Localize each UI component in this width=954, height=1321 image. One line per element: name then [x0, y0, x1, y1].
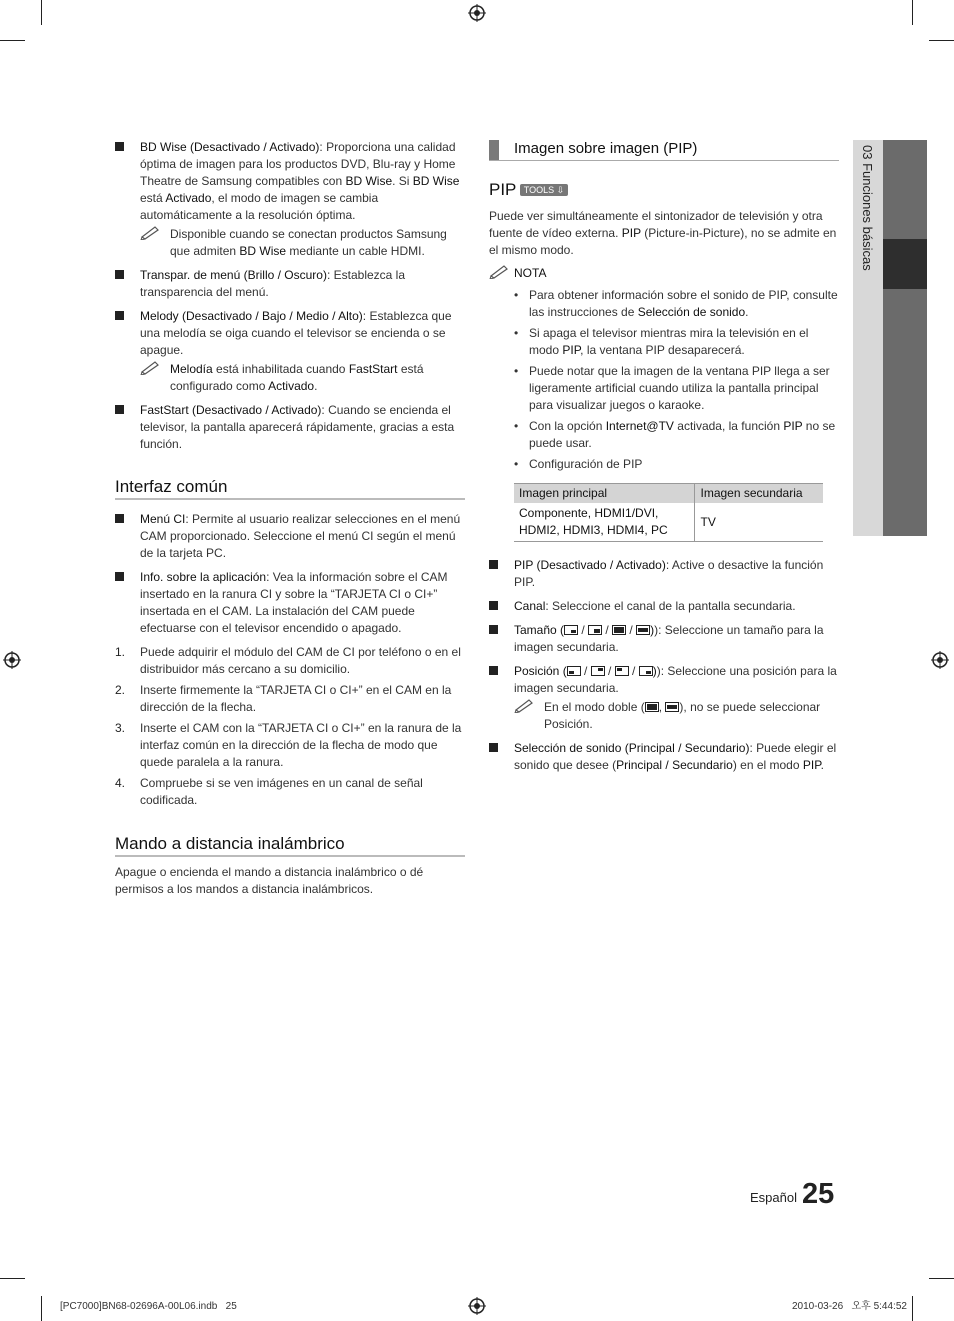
table-row [514, 503, 823, 542]
note-bullet [514, 287, 839, 321]
pencil-note-icon [489, 263, 511, 279]
bullet-text: , la ventana PIP desaparecerá. [580, 343, 745, 357]
item-text: ): Seleccione una posición para la imagen secundaria. [514, 664, 837, 695]
item-term: Menú CI [140, 512, 186, 526]
item-term: BD Wise (Desactivado / Activado) [140, 140, 320, 154]
note-text: Disponible cuando se conectan productos Samsung que admiten [170, 227, 447, 258]
item-text: ): Seleccione un tamaño para la imagen secundaria. [514, 623, 824, 654]
bullet-term: Selección de sonido [637, 305, 746, 319]
size-split-icon [612, 625, 626, 635]
pip-heading [489, 181, 839, 200]
item-term: Transpar. de menú (Brillo / Oscuro) [140, 268, 327, 282]
item-text: : Vea la información sobre el CAM insertado en la ranura CI y sobre la “TARJETA CI o CI+” insertada en el CAM. La instalación del CAM puede efectuarse con el televisor encendido o apagado. [140, 570, 448, 635]
list-item: Posición ( / / / )): Seleccione una posición para la imagen secundaria. En el modo doble ( , ), no se puede seleccionar Posición. [489, 663, 839, 733]
note-term: BD Wise [239, 244, 287, 258]
table-cell: TV [695, 503, 823, 542]
size-small-icon [564, 625, 578, 635]
step-text: Compruebe si se ven imágenes en un canal de señal codificada. [140, 776, 423, 807]
print-file-info: [PC7000]BN68-02696A-00L06.indb 25 [60, 1301, 237, 1312]
step-text: Inserte firmemente la “TARJETA CI o CI+” en el CAM en la dirección de la flecha. [140, 683, 452, 714]
pencil-note-icon [514, 697, 536, 713]
item-text: ) en el modo [732, 758, 803, 772]
item-term: Info. sobre la aplicación [140, 570, 267, 584]
page-language: Español [750, 1190, 797, 1205]
item-text: : Establezca que una melodía se oiga cuando el televisor se encienda o se apague. [140, 309, 452, 357]
list-item [115, 139, 465, 260]
bullet-text: Para obtener información sobre el sonido de PIP, consulte las instrucciones de [529, 288, 838, 319]
item-term: BD Wise [412, 174, 460, 188]
note [140, 361, 465, 395]
position-top-left-icon [615, 666, 629, 676]
bullet-square-icon [115, 572, 124, 581]
intro-text: Puede ver simultáneamente el sintonizador de televisión y otra fuente de vídeo externa. [489, 209, 823, 240]
step-item [115, 720, 465, 771]
note: En el modo doble ( , ), no se puede seleccionar Posición. [514, 699, 839, 733]
page-number: 25 [802, 1178, 835, 1210]
right-column [489, 139, 839, 781]
note-text: . [314, 379, 318, 393]
step-item [115, 775, 465, 809]
item-text: está [140, 191, 166, 205]
note-text: está inhabilitada cuando [212, 362, 349, 376]
bullet-square-icon [489, 666, 498, 675]
list-item [489, 557, 839, 591]
note-label: NOTA [514, 266, 547, 280]
pip-title: PIP [489, 180, 517, 199]
section-bar [489, 140, 499, 160]
note-text: En el modo doble ( [544, 700, 645, 714]
paragraph: Apague o encienda el mando a distancia inalámbrico o dé permisos a los mandos a distancia inalámbricos. [115, 865, 424, 896]
registration-mark-icon [468, 4, 486, 22]
position-bottom-right-icon [639, 666, 653, 676]
item-text: : Seleccione el canal de la pantalla secundaria. [545, 599, 796, 613]
bullet-square-icon [489, 743, 498, 752]
tools-label: TOOLS [523, 185, 555, 195]
cell-text: HDMI2, HDMI3, HDMI4, PC [519, 523, 668, 537]
note [140, 226, 465, 260]
item-term: PIP [802, 758, 821, 772]
item-text: : Proporciona una calidad óptima de imagen para los productos DVD, Blu-ray y Home Theatre de Samsung compatibles con [140, 140, 456, 188]
tools-icon: ⇩ [556, 185, 565, 195]
print-date-info: 2010-03-26 오후 5:44:52 [792, 1301, 907, 1312]
section-title: Imagen sobre imagen (PIP) [514, 140, 698, 157]
side-tab-marker [883, 239, 927, 289]
bullet-text: Con la opción [529, 419, 606, 433]
bullet-text: activada, la función [673, 419, 784, 433]
step-number: 4. [115, 776, 126, 790]
position-bottom-left-icon [567, 666, 581, 676]
step-text: Inserte el CAM con la “TARJETA CI o CI+” en la ranura de la interfaz común en la dirección de la flecha de modo que quede paralela a la ranura. [140, 721, 462, 769]
size-split-wide-icon [665, 702, 679, 712]
note-bullets [489, 287, 839, 542]
note-term: Melodía [170, 362, 213, 376]
list-item [115, 569, 465, 637]
registration-mark-icon [931, 651, 949, 669]
item-text: : Establezca la transparencia del menú. [140, 268, 406, 299]
table-cell [514, 503, 695, 542]
note-bullet [514, 418, 839, 452]
note-header [489, 265, 839, 282]
item-term: Selección de sonido (Principal / Secundario) [514, 741, 750, 755]
table-header: Imagen secundaria [695, 484, 823, 504]
bullet-square-icon [115, 311, 124, 320]
item-text: : Active o desactive la función PIP. [514, 558, 824, 589]
item-term: Posición ( [514, 664, 567, 678]
table-header: Imagen principal [514, 484, 695, 504]
left-column [115, 139, 465, 898]
bullet-text: Puede notar que la imagen de la ventana PIP llega a ser ligeramente artificial cuando utiliza la pantalla principal para visualizar juegos o karaoke. [529, 364, 830, 412]
list-item [115, 402, 465, 453]
pencil-note-icon [140, 359, 162, 375]
section-heading: Mando a distancia inalámbrico [115, 835, 465, 857]
step-item [115, 644, 465, 678]
size-large-icon [588, 625, 602, 635]
item-text: : Cuando se encienda el televisor, la pantalla aparecerá rápidamente, gracias a esta función. [140, 403, 455, 451]
pip-config-table [514, 483, 823, 542]
cell-text: Componente, HDMI1/DVI, [519, 506, 659, 520]
list-item: Tamaño ( / / / )): Seleccione un tamaño para la imagen secundaria. [489, 622, 839, 656]
note-text: mediante un cable HDMI. [286, 244, 425, 258]
bullet-square-icon [115, 270, 124, 279]
section-header [489, 139, 839, 161]
registration-mark-icon [468, 1297, 486, 1315]
bullet-term: PIP [562, 343, 581, 357]
item-text: : Permite al usuario realizar selecciones en el menú CAM proporcionado. Seleccione el menú CI según el menú de la tarjeta PC. [140, 512, 461, 560]
step-number: 2. [115, 683, 126, 697]
section-heading: Interfaz común [115, 478, 465, 500]
list-item [115, 308, 465, 395]
side-tab-label: 03 Funciones básicas [860, 145, 875, 271]
list-item [115, 511, 465, 562]
list-item [489, 740, 839, 774]
step-number: 1. [115, 645, 126, 659]
item-term: PIP (Desactivado / Activado) [514, 558, 666, 572]
note-bullet [514, 456, 839, 473]
item-term: FastStart (Desactivado / Activado) [140, 403, 322, 417]
item-text: , el modo de imagen se cambia automáticamente a la resolución óptima. [140, 191, 379, 222]
note-bullet [514, 363, 839, 414]
bullet-square-icon [489, 601, 498, 610]
tools-badge [520, 184, 568, 196]
bullet-term: Internet@TV [605, 419, 674, 433]
side-tab-dark [883, 140, 927, 536]
size-split-icon [645, 702, 659, 712]
note-bullet [514, 325, 839, 359]
size-split-wide-icon [636, 625, 650, 635]
note-text: ), no se puede seleccionar Posición. [544, 700, 821, 731]
bullet-term: PIP [783, 419, 803, 433]
item-term: Tamaño ( [514, 623, 565, 637]
item-text: : Puede elegir el sonido que desee ( [514, 741, 837, 772]
bullet-square-icon [489, 625, 498, 634]
bullet-square-icon [115, 405, 124, 414]
pencil-note-icon [140, 224, 162, 240]
item-text: . [820, 758, 824, 772]
paragraph [489, 208, 839, 259]
list-item [489, 598, 839, 615]
item-term: Activado [165, 191, 212, 205]
bullet-square-icon [489, 560, 498, 569]
step-text: Puede adquirir el módulo del CAM de CI por teléfono o en el distribuidor más cercano a su domicilio. [140, 645, 461, 676]
item-text: . Si [392, 174, 413, 188]
position-top-right-icon [591, 666, 605, 676]
item-term: Melody (Desactivado / Bajo / Medio / Alto) [140, 309, 363, 323]
bullet-text: no se puede usar. [529, 419, 836, 450]
note-text: está configurado como [170, 362, 424, 393]
table-header-row [514, 484, 823, 504]
intro-term: PIP [621, 226, 641, 240]
item-term: Canal [514, 599, 546, 613]
bullet-square-icon [115, 514, 124, 523]
registration-mark-icon [3, 651, 21, 669]
item-term: Principal / Secundario [616, 758, 733, 772]
step-number: 3. [115, 721, 126, 735]
intro-text: (Picture-in-Picture), no se admite en el mismo modo. [489, 226, 837, 257]
list-item [115, 267, 465, 301]
note-term: FastStart [348, 362, 398, 376]
bullet-text: . [745, 305, 749, 319]
bullet-text: Si apaga el televisor mientras mira la televisión en el modo [529, 326, 809, 357]
note-term: Activado [268, 379, 315, 393]
item-term: BD Wise [345, 174, 393, 188]
bullet-square-icon [115, 142, 124, 151]
step-item [115, 682, 465, 716]
bullet-text: Configuración de PIP [529, 457, 643, 471]
